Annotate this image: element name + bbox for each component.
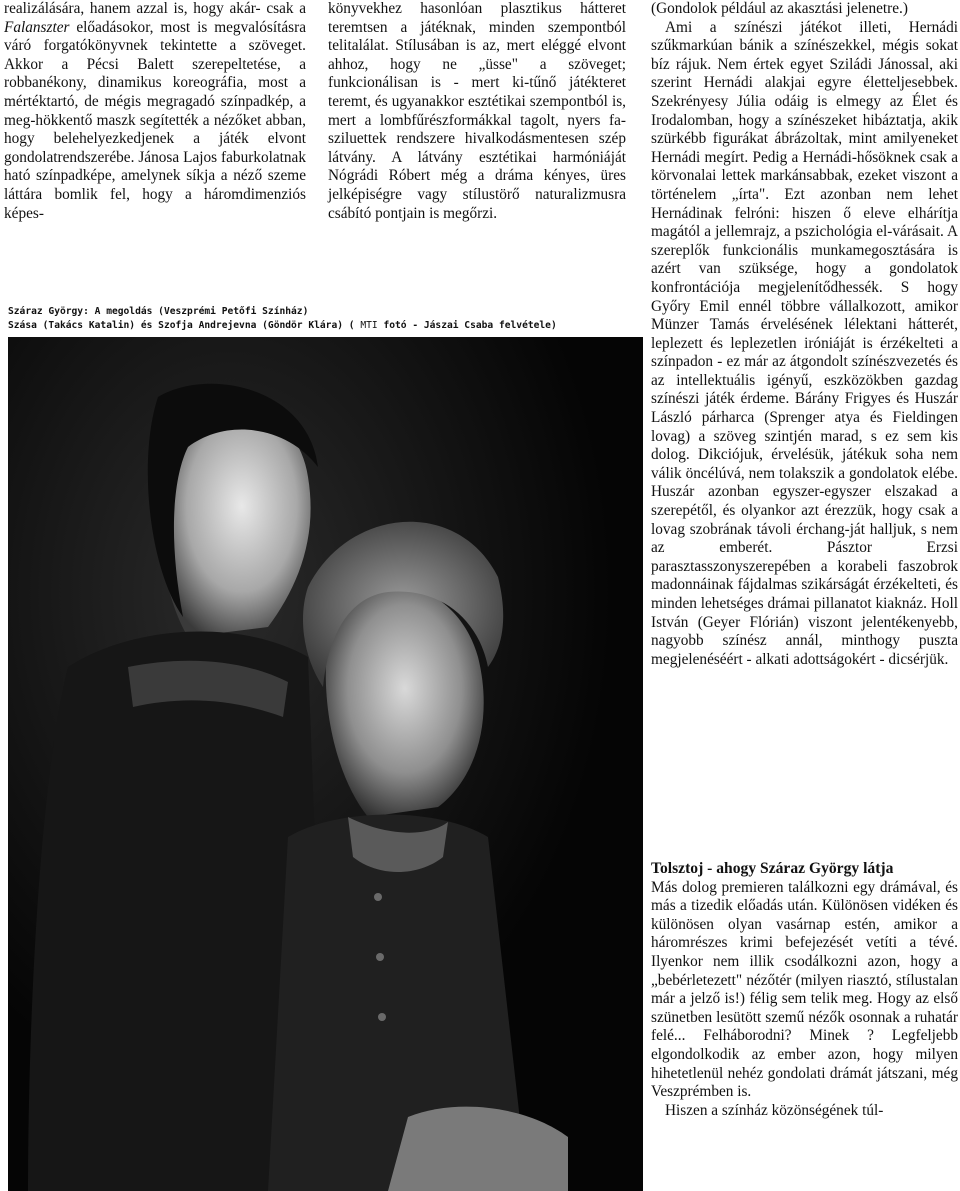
article-column-2 [328,0,626,223]
falanszter-title: Falanszter [4,18,70,36]
caption-credit: fotó - Jászai Csaba felvétele) [377,320,557,331]
section-heading: Tolsztoj - ahogy Száraz György látja [651,860,894,877]
button-3 [378,1013,386,1021]
button-2 [376,953,384,961]
stage-photo-illustration [8,337,643,1191]
col1-line-1: realizálására, hanem azzal is, hogy akár- [4,0,261,17]
photo-caption [8,305,648,333]
section-paragraph-2: Hiszen a színház közönségének túl- [665,1101,884,1119]
caption-mti: MTI [360,320,378,331]
stage-photo [8,337,643,1191]
column-2-paragraph: könyvekhez hasonlóan plasztikus hátteret teremtsen a játéknak, minden szempontból telitalálat. Stílusában is az, mert eléggé elvont ahhoz, hogy ne „üsse" a szöveget; funkcionálisan is - mert ki-tűnő játékteret teremt, és ugyanakkor esztétikai szempontból is, mert a lombfűrészformákkal tagolt, nyers fa-sziluettek rendszere hivalkodásmentesen szép látvány. A látvány esztétikai harmóniáját Nógrádi Róbert még a dráma kényes, üres jelképiségre vagy stílustörő naturalizmusra csábító pontjain is megőrzi. [328,0,626,222]
caption-line-1: Száraz György: A megoldás (Veszprémi Petőfi Színház) [8,306,309,317]
column-3-paragraph-1: (Gondolok például az akasztási jelenetre.) [651,0,908,17]
caption-text: Szása (Takács Katalin) és Szofja Andrejevna (Göndör Klára) ( [8,320,361,331]
column-3-paragraph-2: Ami a színészi játékot illeti, Hernádi szűkmarkúan bánik a színészekkel, mégis sokat bíz rájuk. Nem értek egyet Sziládi Jánossal, aki szerint Hernádi alakjai egyre életteljesebbek. Szekrényesy Júlia odáig is elmegy az Élet és Irodalomban, hogy a színészeket hibáztatja, akik szürkébb figurákat ábrázoltak, mint amilyeneket Hernádi megírt. Pedig a Hernádi-hősöknek csak a körvonalai lettek markánsabbak, ezeket viszont a történelem „írta". Ezt azonban nem lehet Hernádinak felróni: hiszen ő eleve elhárítja magától a jellemrajz, a pszichológia el-várásait. A szereplők funkcionális munkamegosztására is azért van szüksége, hogy a gondolatok konfrontációja megjelenítődhessék. S hogy Győry Emil ennél többre vállalkozott, amikor Münzer Tamás érvelésének lélektani hátterét, leplezett és leplezetlen iróniáját is érzékelteti a színpadon - ez már az átgondolt színészvezetés és az intellektuális igényű, eszközökben gazdag színészi játék érdeme. Bárány Frigyes és Huszár László párharca (Sprenger atya és Fieldingen lovag) a szöveg szintjén marad, s ez sem kis dolog. Dikciójuk, érvelésük, játékuk soha nem válik öncélúvá, nem tolakszik a gondolatok elébe. Huszár azonban egyszer-egyszer elszakad a szerepétől, és olyankor azt érezzük, hogy csak a lovag szobrának távoli érchang-ját halljuk, s nem az emberét. Pásztor Erzsi parasztasszonyszerepében a korabeli faszobrok madonnáinak fájdalmas szikárságát érzékelteti, és minden lehetséges drámai pillanatot kiaknáz. Holl István (Geyer Flórián) viszont jelentékenyebb, nagyobb színész annál, minthogy puszta megjelenéséért - alkati adottságokért - dicsérjük. [651,18,958,668]
article-column-1 [4,0,306,223]
column-1-paragraph [4,0,306,223]
article-section-tolsztoj [651,860,958,1120]
caption-line-2 [8,319,648,333]
section-paragraph-1: Más dolog premieren találkozni egy drámával, és más a tizedik előadás után. Különösen vidéken és különösen olyan vasárnap estén, amikor a háromrészes krimi befejezését vetíti a tévé. Ilyenkor nem illik csodálkozni azon, hogy a „bebérletezett" nézőtér (milyen riasztó, stílustalan már a jelző is!) félig sem telik meg. Hogy az első szünetben lesütött szemű nézők osonnak a ruhatár felé... Felháborodni? Minek ? Legfeljebb elgondolkodik az ember azon, hogy milyen hihetetlenül nehéz gondolati drámát játszani, még Veszprémben is. [651,878,958,1101]
article-column-3 [651,0,958,669]
col1-text-a: csak a [266,0,307,17]
col1-text-b: előadásokor, most is megvalósításra váró forgatókönyvnek tekintette a szöveget. Akkor a Pécsi Balett szerepeltetése, a robbanékony, dinamikus koreográfia, most a mértéktartó, de mégis megragadó színpadkép, a meg-hökkentő maszk segítették a nézőket abban, hogy belehelyezkedjenek a játék elvont gondolatrendszerébe. Jánosa Lajos faburkolatnak ható színpadképe, amelynek síkja a néző szeme láttára bomlik fel, hogy a háromdimenziós képes- [4,18,306,222]
button-1 [374,893,382,901]
